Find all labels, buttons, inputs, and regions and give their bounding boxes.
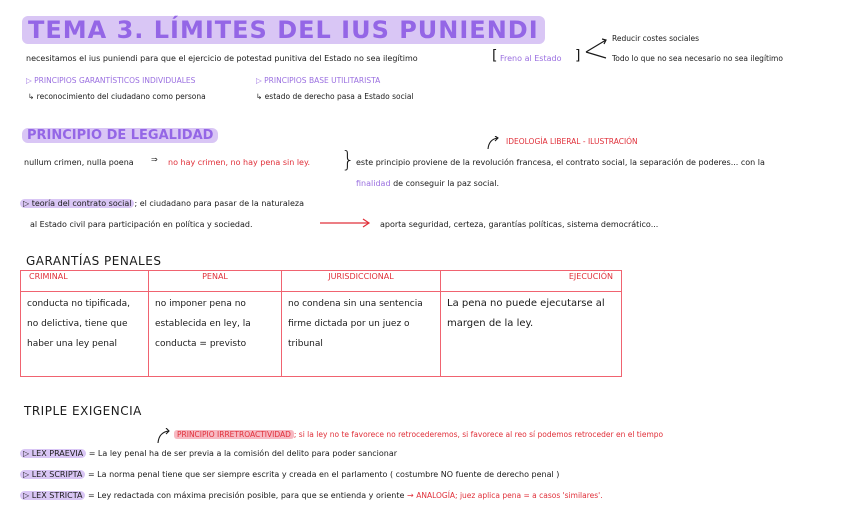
- principios-utilitarista-heading: ▷ PRINCIPIOS BASE UTILITARISTA: [256, 76, 381, 85]
- branch-bottom-text: Todo lo que no sea necesario no sea ilegítimo: [612, 54, 783, 63]
- long-arrow-icon: [318, 217, 372, 229]
- branch-top-text: Reducir costes sociales: [612, 34, 700, 43]
- col-penal: PENAL: [149, 271, 282, 292]
- cell-penal: no imponer pena no establecida en ley, la conducta = previsto: [149, 292, 282, 377]
- page-title: TEMA 3. LÍMITES DEL IUS PUNIENDI: [22, 16, 545, 44]
- cell-criminal: conducta no tipificada, no delictiva, tiene que haber una ley penal: [21, 292, 149, 377]
- latin-maxim: nullum crimen, nulla poena: [24, 158, 134, 167]
- contrato-line-2: al Estado civil para participación en política y sociedad.: [30, 220, 253, 229]
- curved-arrow-icon-2: [156, 428, 172, 444]
- garantias-heading: GARANTÍAS PENALES: [26, 254, 162, 268]
- principios-garantisticos-heading: ▷ PRINCIPIOS GARANTÍSTICOS INDIVIDUALES: [26, 76, 196, 85]
- aporta-text: aporta seguridad, certeza, garantías políticas, sistema democrático...: [380, 220, 659, 229]
- branch-arrows-icon: [584, 36, 612, 64]
- irretroactividad-line: PRINCIPIO IRRETROACTIVIDAD ; si la ley no te favorece no retrocederemos, si favorece al reo sí podemos retroceder en el tiempo: [174, 430, 663, 439]
- legalidad-heading: PRINCIPIO DE LEGALIDAD: [22, 128, 218, 143]
- col-criminal: CRIMINAL: [21, 271, 149, 292]
- bracket-close-icon: ]: [575, 48, 581, 64]
- lex-praevia-item: ▷ LEX PRAEVIA = La ley penal ha de ser previa a la comisión del delito para poder sancionar: [20, 449, 397, 458]
- analogia-text: ANALOGÍA; juez aplica pena = a casos 'similares'.: [416, 491, 603, 500]
- col-ejecucion: EJECUCIÓN: [441, 271, 622, 292]
- curved-arrow-icon: [486, 136, 502, 150]
- cell-ejecucion: La pena no puede ejecutarse al margen de la ley.: [441, 292, 622, 377]
- garantias-table: [20, 270, 622, 377]
- contrato-line: ▷ teoría del contrato social ; el ciudadano para pasar de la naturaleza: [20, 199, 304, 208]
- col-jurisdiccional: JURISDICCIONAL: [282, 271, 441, 292]
- ideologia-label: IDEOLOGÍA LIBERAL - ILUSTRACIÓN: [506, 137, 638, 146]
- finalidad-line: finalidad de conseguir la paz social.: [356, 179, 500, 188]
- principios-garantisticos-text: ↳ reconocimiento del ciudadano como persona: [28, 92, 206, 101]
- freno-label: Freno al Estado: [500, 54, 562, 63]
- origin-text: este principio proviene de la revolución francesa, el contrato social, la separación de poderes... con la: [356, 158, 765, 167]
- principios-utilitarista-text: ↳ estado de derecho pasa a Estado social: [256, 92, 414, 101]
- lex-stricta-item: ▷ LEX STRICTA = Ley redactada con máxima precisión posible, para que se entienda y oriente → ANALOGÍA; juez aplica pena = a casos 'similares'.: [20, 491, 603, 500]
- lex-scripta-item: ▷ LEX SCRIPTA = La norma penal tiene que ser siempre escrita y creada en el parlamento ( costumbre NO fuente de derecho penal ): [20, 470, 559, 479]
- arrow-icon: ⇒: [151, 155, 158, 164]
- cell-jurisdiccional: no condena sin una sentencia firme dictada por un juez o tribunal: [282, 292, 441, 377]
- bracket-open-icon: [: [492, 48, 498, 64]
- intro-text: necesitamos el ius puniendi para que el ejercicio de potestad punitiva del Estado no sea ilegítimo: [26, 54, 418, 63]
- triple-heading: TRIPLE EXIGENCIA: [24, 404, 142, 418]
- maxim-translation: no hay crimen, no hay pena sin ley.: [168, 158, 311, 167]
- brace-icon: }: [341, 148, 355, 173]
